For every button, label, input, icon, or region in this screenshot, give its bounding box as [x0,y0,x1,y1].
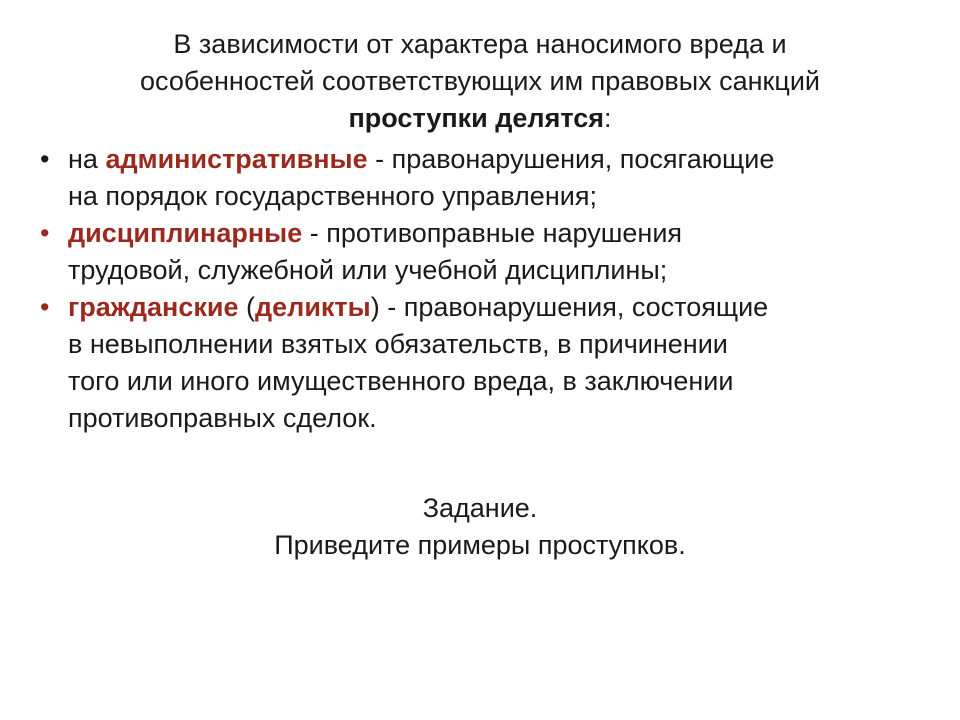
bullet-icon: • [40,218,50,248]
intro-line-3 [60,100,900,137]
administrative-definition: - правонарушения, посягающие [367,144,775,174]
offense-types-list [40,141,920,437]
intro-paragraph [60,26,900,137]
civil-line-1 [68,289,920,326]
task-title: Задание. [422,493,538,523]
civil-line-2: в невыполнении взятых обязательств, в причинении [68,329,728,359]
civil-definition: ) - правонарушения, состоящие [370,292,769,322]
disciplinary-line-1 [68,215,920,252]
intro-emphasis: проступки делятся [348,103,604,133]
administrative-prefix: на [68,144,106,174]
list-item-disciplinary [40,215,920,289]
task-block [60,490,900,564]
civil-term: гражданские [68,292,239,322]
civil-line-3: того или иного имущественного вреда, в заключении [68,366,734,396]
administrative-term: административные [105,144,368,174]
civil-term-delicts: деликты [255,292,371,322]
bullet-icon: • [40,292,50,322]
disciplinary-line-2: трудовой, служебной или учебной дисциплины; [68,255,668,285]
disciplinary-definition: - противоправные нарушения [302,218,683,248]
intro-line-1: В зависимости от характера наносимого вреда и [173,29,787,59]
intro-colon: : [603,103,612,133]
civil-line-4: противоправных сделок. [68,403,377,433]
intro-line-2: особенностей соответствующих им правовых санкций [140,66,820,96]
administrative-line-1 [68,141,920,178]
list-item-civil [40,289,920,437]
disciplinary-term: дисциплинарные [68,218,303,248]
administrative-line-2: на порядок государственного управления; [68,181,597,211]
list-item-administrative [40,141,920,215]
civil-paren-open: ( [238,292,256,322]
bullet-icon: • [40,144,50,174]
task-text: Приведите примеры проступков. [274,530,686,560]
